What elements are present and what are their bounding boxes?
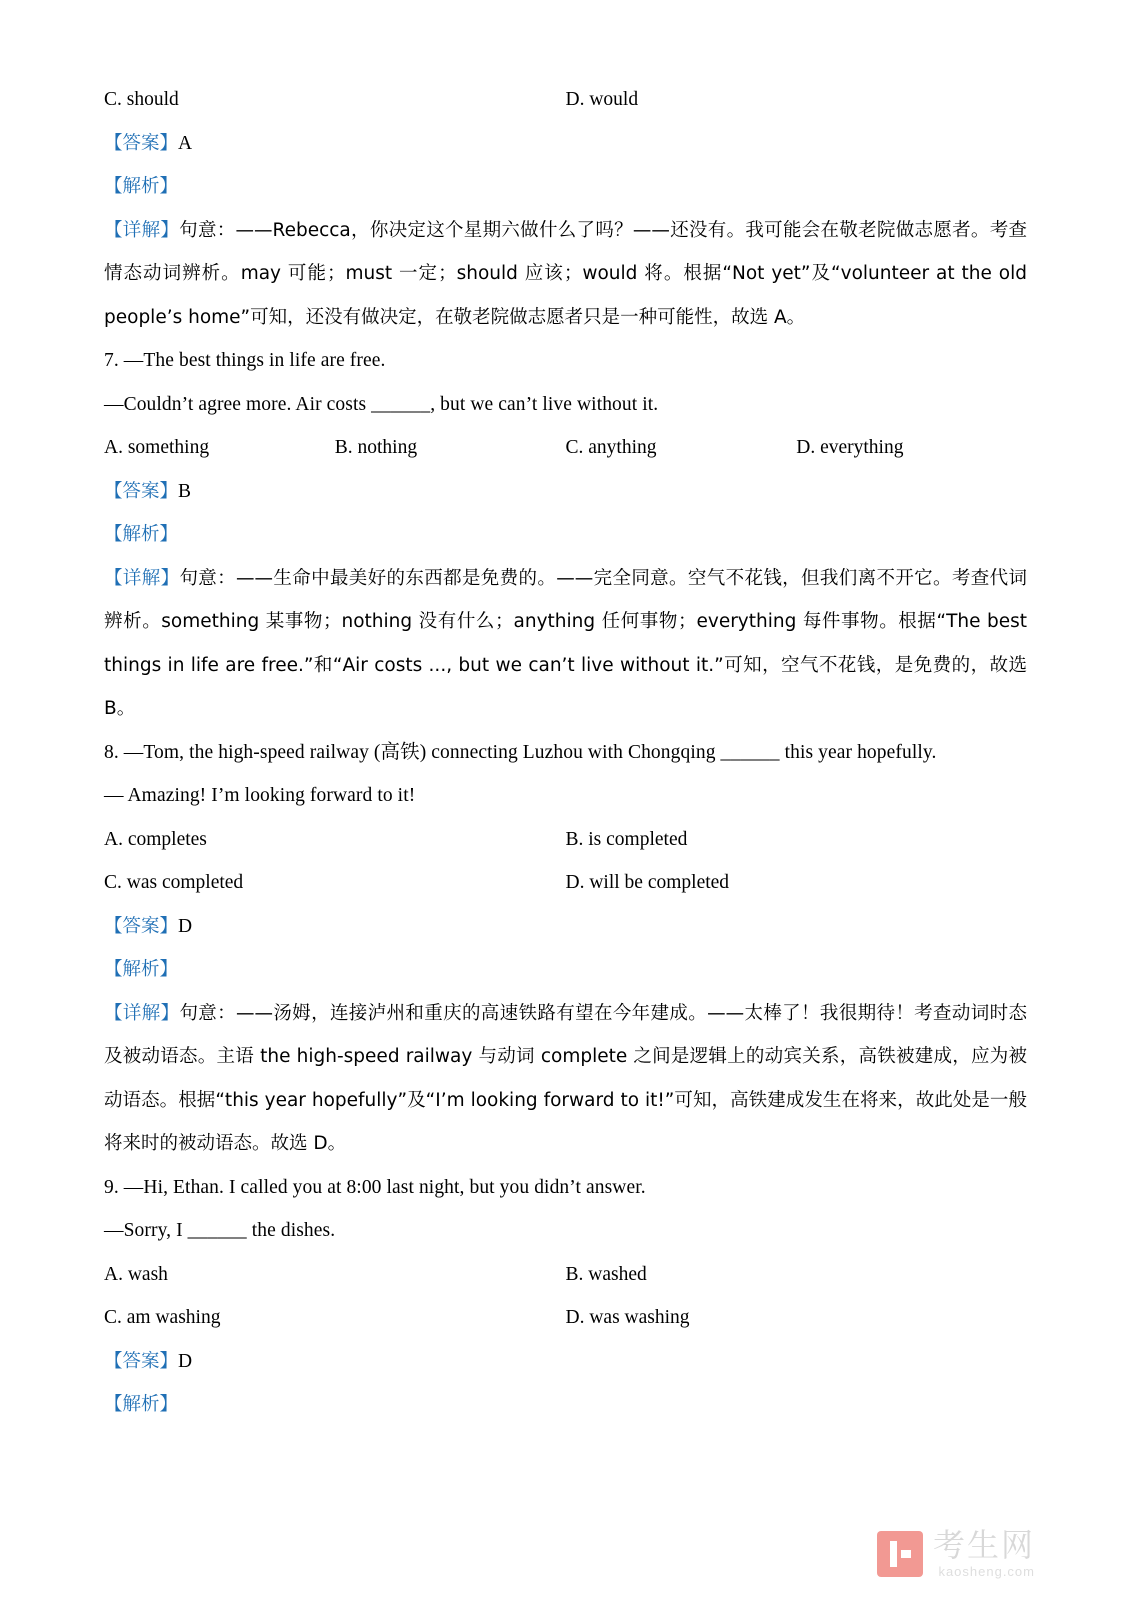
q8-analysis-tag xyxy=(104,948,1027,992)
q6-detail-text: 句意：——Rebecca，你决定这个星期六做什么了吗？——还没有。我可能会在敬老院做志愿者。考查情态动词辨析。may 可能；must 一定；should 应该；would 将。根据“Not yet”及“volunteer at the old people’s home”可知，还没有做决定，在敬老院做志愿者只是一种可能性，故选 A。 xyxy=(104,219,1027,328)
q8-answer xyxy=(104,905,1027,949)
q6-analysis-tag-label: 【解析】 xyxy=(104,176,179,197)
q6-answer xyxy=(104,122,1027,166)
q8-options-ab xyxy=(104,818,1027,862)
q9-options-ab xyxy=(104,1253,1027,1297)
exam-content xyxy=(104,78,1027,1427)
q8-options-ab-b[interactable]: B. is completed xyxy=(565,828,688,850)
q8-stem-2: — Amazing! I’m looking forward to it! xyxy=(104,785,416,806)
q8-options-cd-b[interactable]: D. will be completed xyxy=(565,872,730,893)
q6-answer-tag: 【答案】 xyxy=(104,132,179,154)
q7-analysis-tag-label: 【解析】 xyxy=(104,524,179,545)
q9-options-cd-a[interactable]: C. am washing xyxy=(104,1307,221,1328)
q7-stem-2: —Couldn’t agree more. Air costs ______, but we can’t live without it. xyxy=(104,393,659,415)
q6-answer-value: A xyxy=(178,132,193,154)
q6-detail xyxy=(104,209,1027,340)
q7-options xyxy=(104,426,1027,470)
q7-options-b[interactable]: B. nothing xyxy=(334,437,418,458)
q9-stem-2: —Sorry, I ______ the dishes. xyxy=(104,1220,336,1241)
q7-answer-tag: 【答案】 xyxy=(104,480,179,502)
q8-analysis-tag-label: 【解析】 xyxy=(104,959,179,980)
q7-detail-text: 句意：——生命中最美好的东西都是免费的。——完全同意。空气不花钱，但我们离不开它。考查代词辨析。something 某事物；nothing 没有什么；anything 任何事物；everything 每件事物。根据“The best things in life are free.”和“Air costs ..., but we can’t live without it.”可知，空气不花钱，是免费的，故选 B。 xyxy=(104,567,1027,719)
q6-analysis-tag xyxy=(104,165,1027,209)
q6-detail-tag: 【详解】 xyxy=(104,219,180,241)
q7-detail xyxy=(104,557,1027,731)
q9-answer xyxy=(104,1340,1027,1384)
q7-detail-tag: 【详解】 xyxy=(104,567,180,589)
q6-options-cd xyxy=(104,78,1027,122)
q8-options-cd-a[interactable]: C. was completed xyxy=(104,872,244,893)
q7-options-c[interactable]: C. anything xyxy=(565,437,657,458)
watermark-logo-icon xyxy=(877,1531,923,1577)
q8-options-cd xyxy=(104,861,1027,905)
q6-options-cd-b[interactable]: D. would xyxy=(565,89,639,110)
watermark-main-label: 考生网 xyxy=(932,1526,1035,1564)
q8-answer-tag: 【答案】 xyxy=(104,915,179,937)
q9-options-cd-b[interactable]: D. was washing xyxy=(565,1307,690,1328)
q8-stem-1: 8. —Tom, the high-speed railway (高铁) connecting Luzhou with Chongqing ______ this year hopefully. xyxy=(104,741,937,763)
q7-answer-value: B xyxy=(178,480,192,502)
q8-answer-value: D xyxy=(178,915,193,937)
q9-options-cd xyxy=(104,1296,1027,1340)
q9-analysis-tag xyxy=(104,1383,1027,1427)
q7-answer xyxy=(104,470,1027,514)
q9-options-ab-b[interactable]: B. washed xyxy=(565,1263,647,1285)
q9-analysis-tag-label: 【解析】 xyxy=(104,1394,179,1415)
watermark-sub-label: kaosheng.com xyxy=(938,1564,1035,1579)
q8-options-ab-a[interactable]: A. completes xyxy=(104,828,207,850)
q7-options-d[interactable]: D. everything xyxy=(796,437,904,458)
q7-analysis-tag xyxy=(104,513,1027,557)
q9-stem-1: 9. —Hi, Ethan. I called you at 8:00 last night, but you didn’t answer. xyxy=(104,1176,646,1198)
q9-answer-value: D xyxy=(178,1350,193,1372)
watermark-text xyxy=(932,1526,1035,1579)
q8-detail xyxy=(104,992,1027,1166)
watermark xyxy=(877,1526,1035,1579)
q8-detail-tag: 【详解】 xyxy=(104,1002,180,1024)
q7-stem-1: 7. —The best things in life are free. xyxy=(104,350,386,371)
q7-options-a[interactable]: A. something xyxy=(104,437,210,458)
q6-options-cd-a[interactable]: C. should xyxy=(104,89,179,110)
q8-detail-text: 句意：——汤姆，连接泸州和重庆的高速铁路有望在今年建成。——太棒了！我很期待！考查动词时态及被动语态。主语 the high-speed railway 与动词 complete 之间是逻辑上的动宾关系，高铁被建成，应为被动语态。根据“this year hopefully”及“I’m looking forward to it!”可知，高铁建成发生在将来，故此处是一般将来时的被动语态。故选 D。 xyxy=(104,1002,1027,1154)
q9-options-ab-a[interactable]: A. wash xyxy=(104,1263,168,1285)
q9-answer-tag: 【答案】 xyxy=(104,1350,179,1372)
